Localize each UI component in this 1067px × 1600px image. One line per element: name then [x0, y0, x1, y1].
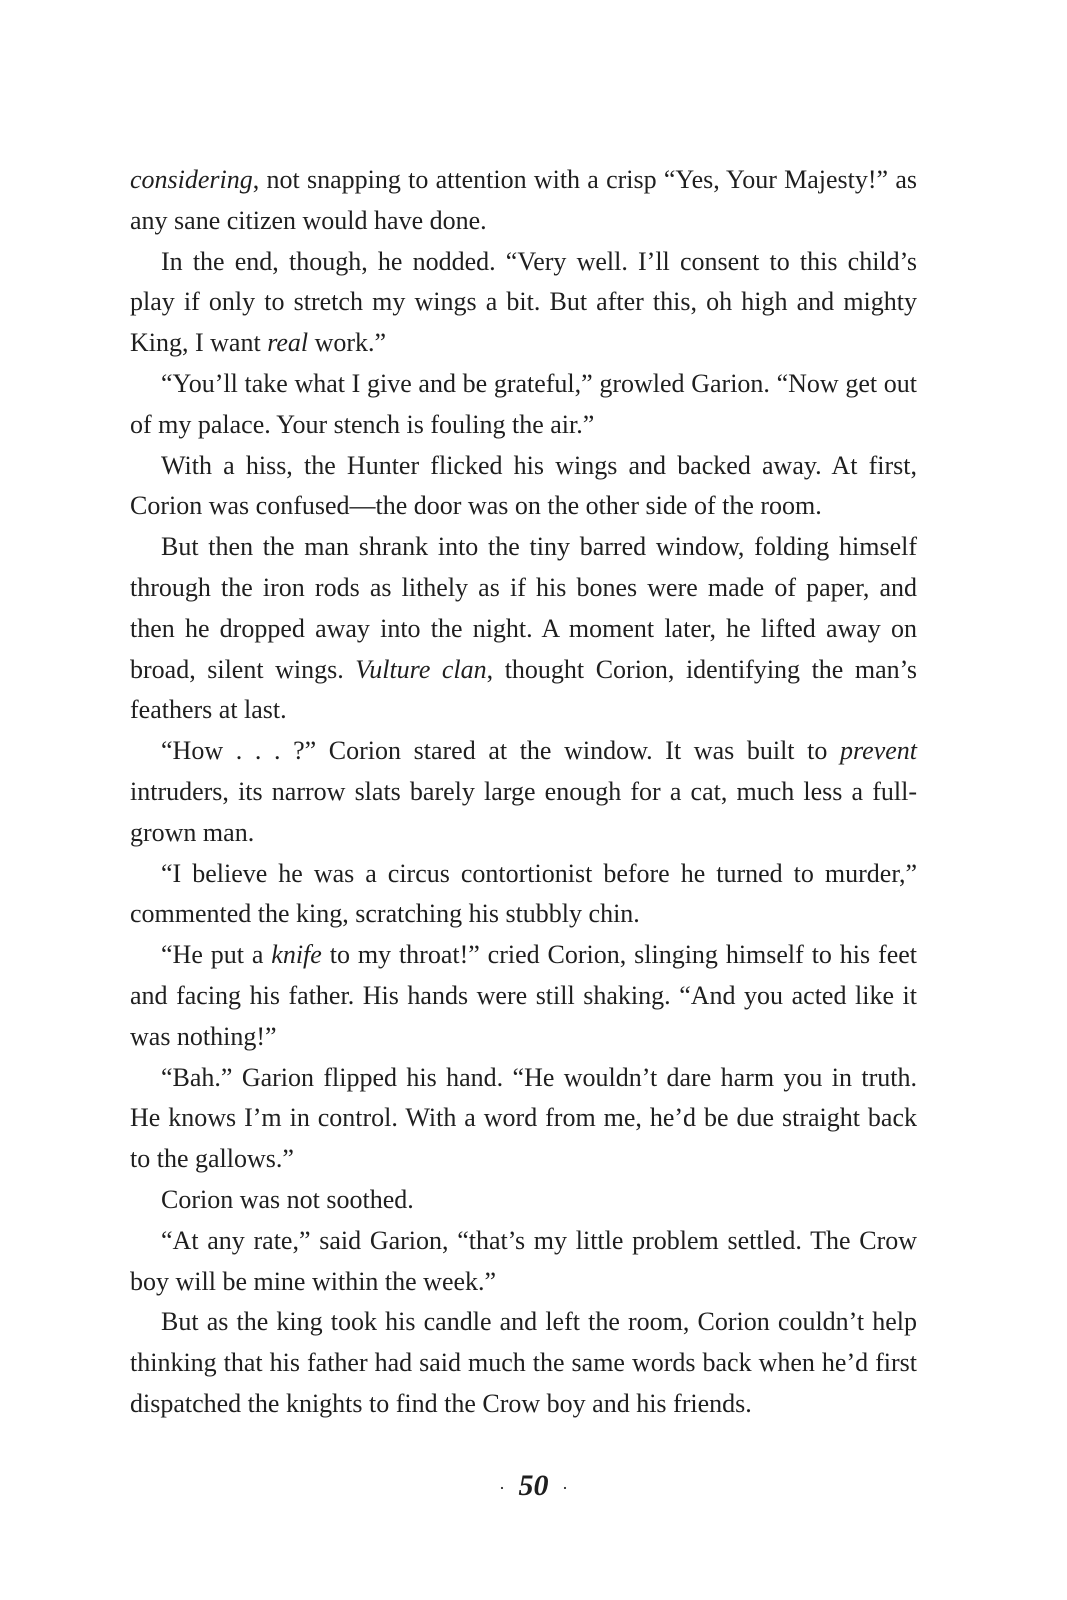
text-run: “I believe he was a circus contortionist before he turned to murder,” commented the king, scratching his stubbly chin. — [130, 858, 917, 929]
text-run: But as the king took his candle and left the room, Corion couldn’t help thinking that his father had said much the same words back when he’d first dispatched the knights to find the Crow boy and his friends. — [130, 1307, 917, 1418]
text-run: “At any rate,” said Garion, “that’s my little problem settled. The Crow boy will be mine within the week.” — [130, 1225, 917, 1296]
paragraph — [130, 160, 917, 242]
page-number: 50 — [518, 1469, 549, 1502]
italic-text-run: real — [267, 328, 309, 358]
page-body — [130, 160, 917, 1425]
paragraph — [130, 1180, 917, 1221]
paragraph — [130, 1058, 917, 1180]
text-run: “He put a — [161, 940, 272, 970]
italic-text-run: considering — [130, 165, 253, 194]
text-run: , not snapping to attention with a crisp “Yes, Your Majesty!” as any sane citizen would have done. — [130, 165, 917, 235]
text-run: to my throat!” cried Corion, slinging himself to his feet and facing his father. His hands were still shaking. “And you acted like it was nothing!” — [130, 940, 918, 1051]
italic-text-run: Vulture clan — [355, 654, 487, 684]
text-run: But then the man shrank into the tiny barred window, folding himself through the iron rods as lithely as if his bones were made of paper, and then he dropped away into the night. A moment later, he lifted away on broad, silent wings. — [130, 532, 917, 684]
text-run: With a hiss, the Hunter flicked his wings and backed away. At first, Corion was confused—the door was on the other side of the room. — [130, 450, 917, 521]
page-folio — [0, 1466, 1067, 1508]
text-run: Corion was not soothed. — [161, 1184, 414, 1214]
paragraph — [130, 731, 917, 853]
text-run: In the end, though, he nodded. “Very well. I’ll consent to this child’s play if only to stretch my wings a bit. But after this, oh high and mighty King, I want — [130, 246, 917, 358]
paragraph — [130, 242, 917, 364]
paragraph — [130, 364, 917, 446]
folio-left-ornament: · — [499, 1478, 505, 1499]
italic-text-run: prevent — [840, 736, 917, 766]
italic-text-run: knife — [271, 940, 322, 970]
paragraph — [130, 1302, 917, 1424]
paragraph — [130, 935, 917, 1057]
paragraph — [130, 446, 917, 528]
text-run: “How . . . ?” Corion stared at the window. It was built to — [161, 736, 840, 766]
text-run: intruders, its narrow slats barely large enough for a cat, much less a full-grown man. — [130, 776, 917, 847]
paragraph — [130, 1221, 917, 1303]
folio-right-ornament: · — [562, 1478, 568, 1499]
text-run: , thought Corion, identifying the man’s feathers at last. — [130, 654, 917, 725]
text-run: work.” — [308, 328, 387, 358]
paragraph — [130, 854, 917, 936]
text-run: “Bah.” Garion flipped his hand. “He wouldn’t dare harm you in truth. He knows I’m in control. With a word from me, he’d be due straight back to the gallows.” — [130, 1062, 917, 1174]
paragraph — [130, 527, 917, 731]
text-run: “You’ll take what I give and be grateful,” growled Garion. “Now get out of my palace. Your stench is fouling the air.” — [130, 368, 917, 439]
